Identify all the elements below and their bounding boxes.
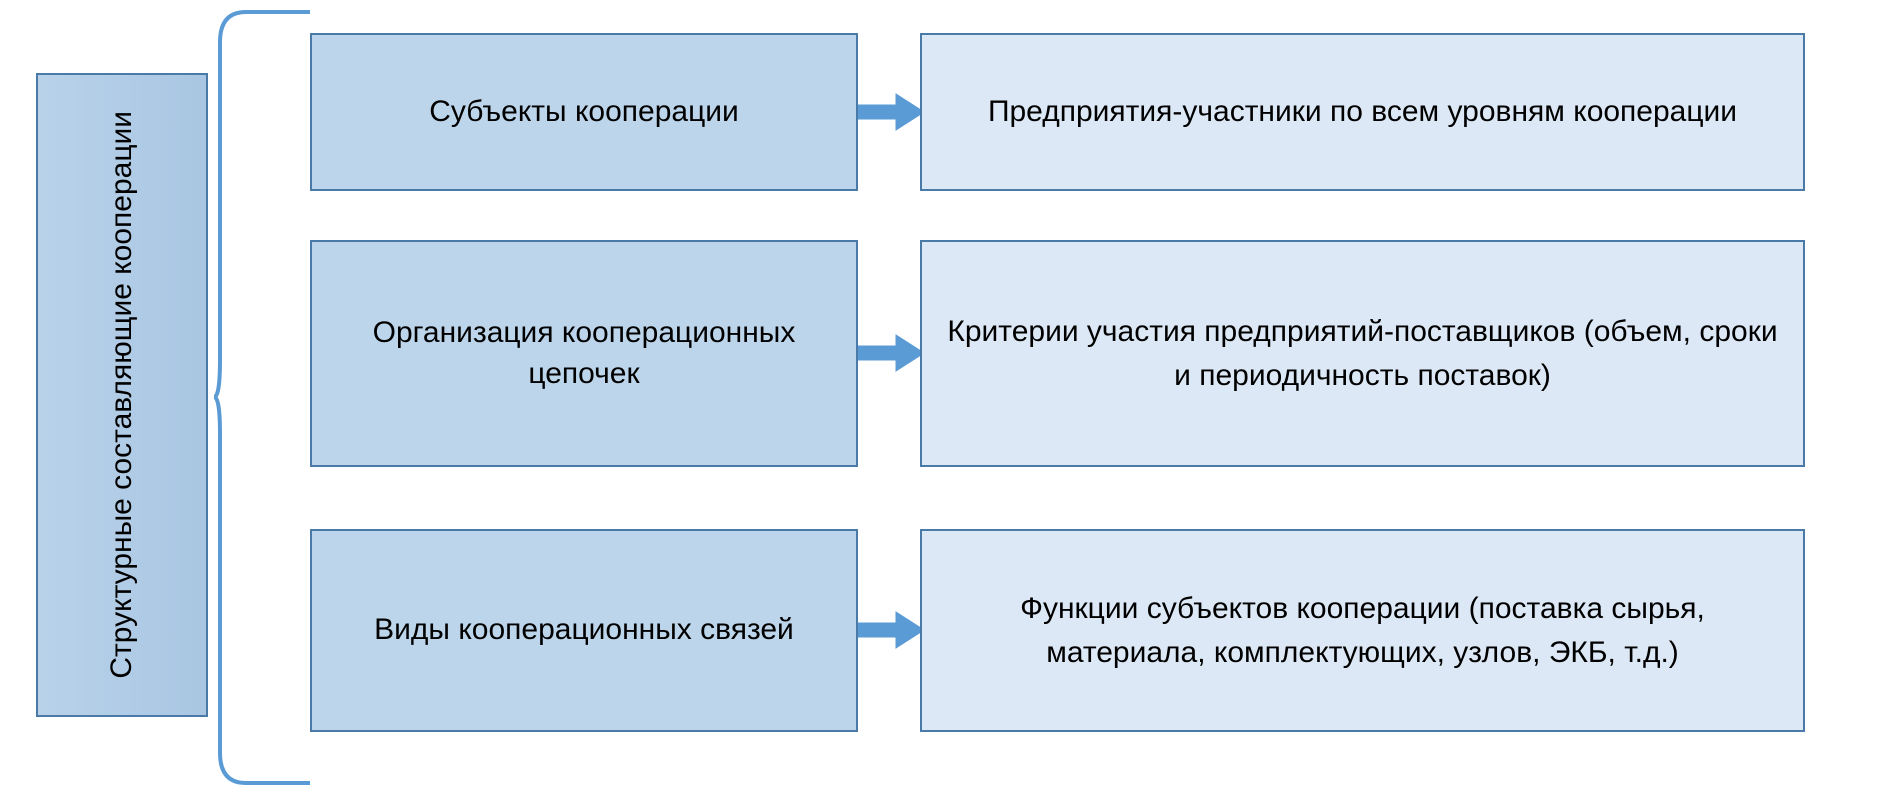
right-box-3 xyxy=(920,529,1805,732)
left-box-1-label: Субъекты кооперации xyxy=(429,94,739,128)
curly-brace-icon xyxy=(214,8,314,787)
right-box-2 xyxy=(920,240,1805,467)
right-box-1-label: Предприятия-участники по всем уровням кооперации xyxy=(987,95,1738,129)
right-box-1 xyxy=(920,33,1805,191)
left-box-3 xyxy=(310,529,858,732)
left-box-3-label: Виды кооперационных связей xyxy=(374,613,794,647)
diagram-title-text: Структурные составляющие кооперации xyxy=(105,111,139,679)
left-box-2 xyxy=(310,240,858,467)
left-box-2-label: Организация кооперационных цепочек xyxy=(372,316,796,390)
arrow-right-icon-3 xyxy=(858,608,924,652)
arrow-right-icon-2 xyxy=(858,331,924,375)
right-box-3-label: Функции субъектов кооперации (поставка сырья, материала, комплектующих, узлов, ЭКБ, т.д.) xyxy=(1020,592,1705,669)
left-box-1 xyxy=(310,33,858,191)
diagram-title-box xyxy=(36,73,208,717)
right-box-2-label: Критерии участия предприятий-поставщиков (объем, сроки и периодичность поставок) xyxy=(947,315,1778,392)
arrow-right-icon-1 xyxy=(858,90,924,134)
